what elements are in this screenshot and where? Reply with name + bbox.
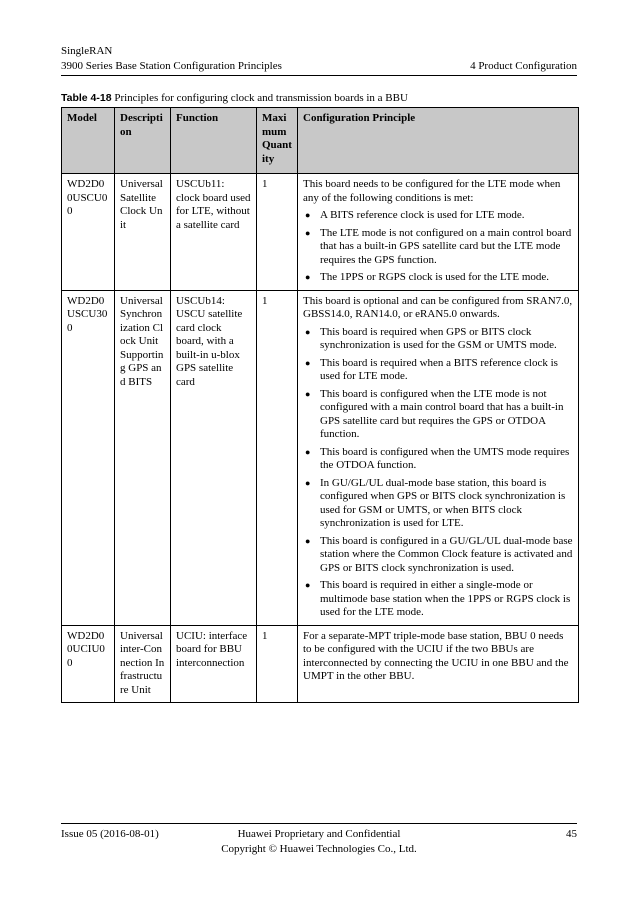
function-cell: USCUb11: clock board used for LTE, without a satellite card bbox=[171, 174, 257, 291]
footer-confidentiality bbox=[0, 827, 638, 857]
header-chapter: 4 Product Configuration bbox=[470, 60, 577, 72]
description-cell: Universal Synchronization Clock Unit Supporting GPS and BITS bbox=[115, 290, 171, 625]
principle-intro: For a separate-MPT triple-mode base station, BBU 0 needs to be configured with the UCIU if the two BBUs are interconnected by connecting the UCIU in one BBU and the UMPT in the other BBU. bbox=[303, 629, 569, 682]
principle-bullet: ● The LTE mode is not configured on a main control board that has a built-in GPS satellite card but the LTE mode requires the GPS function. bbox=[303, 227, 573, 268]
principle-bullet: ● This board is required in either a single-mode or multimode base station when the 1PPS or RGPS clock is used for the LTE mode. bbox=[303, 579, 573, 620]
principle-bullet-list bbox=[303, 326, 573, 620]
function-cell: UCIU: interface board for BBU interconnection bbox=[171, 625, 257, 703]
column-header-model: Model bbox=[62, 108, 115, 174]
principle-bullet: ● The 1PPS or RGPS clock is used for the LTE mode. bbox=[303, 271, 573, 285]
principle-bullet: ● In GU/GL/UL dual-mode base station, this board is configured when GPS or BITS clock synchronization is used for GSM or UMTS, or when BITS clock synchronization is used for LTE. bbox=[303, 477, 573, 531]
principle-intro: This board is optional and can be configured from SRAN7.0, GBSS14.0, RAN14.0, or eRAN5.0 onwards. bbox=[303, 294, 573, 320]
principle-bullet-list bbox=[303, 209, 573, 285]
header-divider bbox=[61, 75, 577, 76]
principle-bullet: ● This board is configured when the LTE mode is not configured with a main control board that has a built-in GPS satellite card but requires the GPS or OTDOA function. bbox=[303, 388, 573, 442]
principle-bullet: ● This board is required when a BITS reference clock is used for LTE mode. bbox=[303, 357, 573, 384]
model-cell: WD2D0USCU300 bbox=[62, 290, 115, 625]
column-header-max-quantity: Maximum Quantity bbox=[257, 108, 298, 174]
table-row bbox=[62, 174, 579, 291]
principle-bullet: ● This board is configured when the UMTS mode requires the OTDOA function. bbox=[303, 446, 573, 473]
table-row bbox=[62, 625, 579, 703]
configuration-principle-cell bbox=[298, 290, 579, 625]
configuration-principle-cell bbox=[298, 625, 579, 703]
table-row bbox=[62, 290, 579, 625]
principle-bullet: ● A BITS reference clock is used for LTE mode. bbox=[303, 209, 573, 223]
footer-copyright: Copyright © Huawei Technologies Co., Ltd. bbox=[221, 843, 417, 855]
page-number: 45 bbox=[566, 828, 577, 840]
max-quantity-cell: 1 bbox=[257, 625, 298, 703]
footer-proprietary: Huawei Proprietary and Confidential bbox=[237, 828, 401, 840]
clock-board-table bbox=[61, 107, 579, 703]
header-product: SingleRAN bbox=[61, 45, 113, 57]
principle-bullet: ● This board is required when GPS or BITS clock synchronization is used for the GSM or UMTS mode. bbox=[303, 326, 573, 353]
model-cell: WD2D00USCU00 bbox=[62, 174, 115, 291]
header-document-title: 3900 Series Base Station Configuration Principles bbox=[61, 60, 282, 72]
column-header-configuration-principle: Configuration Principle bbox=[298, 108, 579, 174]
function-cell: USCUb14: USCU satellite card clock board, with a built-in u-blox GPS satellite card bbox=[171, 290, 257, 625]
column-header-description: Description bbox=[115, 108, 171, 174]
description-cell: Universal Satellite Clock Unit bbox=[115, 174, 171, 291]
description-cell: Universal inter-Connection Infrastructure Unit bbox=[115, 625, 171, 703]
max-quantity-cell: 1 bbox=[257, 174, 298, 291]
principle-intro: This board needs to be configured for the LTE mode when any of the following conditions is met: bbox=[303, 178, 561, 204]
table-caption-label: Table 4-18 bbox=[61, 92, 112, 104]
table-caption-text: Principles for configuring clock and transmission boards in a BBU bbox=[114, 92, 408, 104]
model-cell: WD2D00UCIU00 bbox=[62, 625, 115, 703]
footer-divider bbox=[61, 823, 577, 824]
footer-issue: Issue 05 (2016-08-01) bbox=[61, 828, 159, 840]
configuration-principle-cell bbox=[298, 174, 579, 291]
table-caption bbox=[61, 91, 408, 106]
max-quantity-cell: 1 bbox=[257, 290, 298, 625]
table-header-row bbox=[62, 108, 579, 174]
running-header bbox=[61, 44, 282, 74]
principle-bullet: ● This board is configured in a GU/GL/UL dual-mode base station where the Common Clock feature is activated and GPS or BITS clock synchronization is used. bbox=[303, 535, 573, 576]
column-header-function: Function bbox=[171, 108, 257, 174]
